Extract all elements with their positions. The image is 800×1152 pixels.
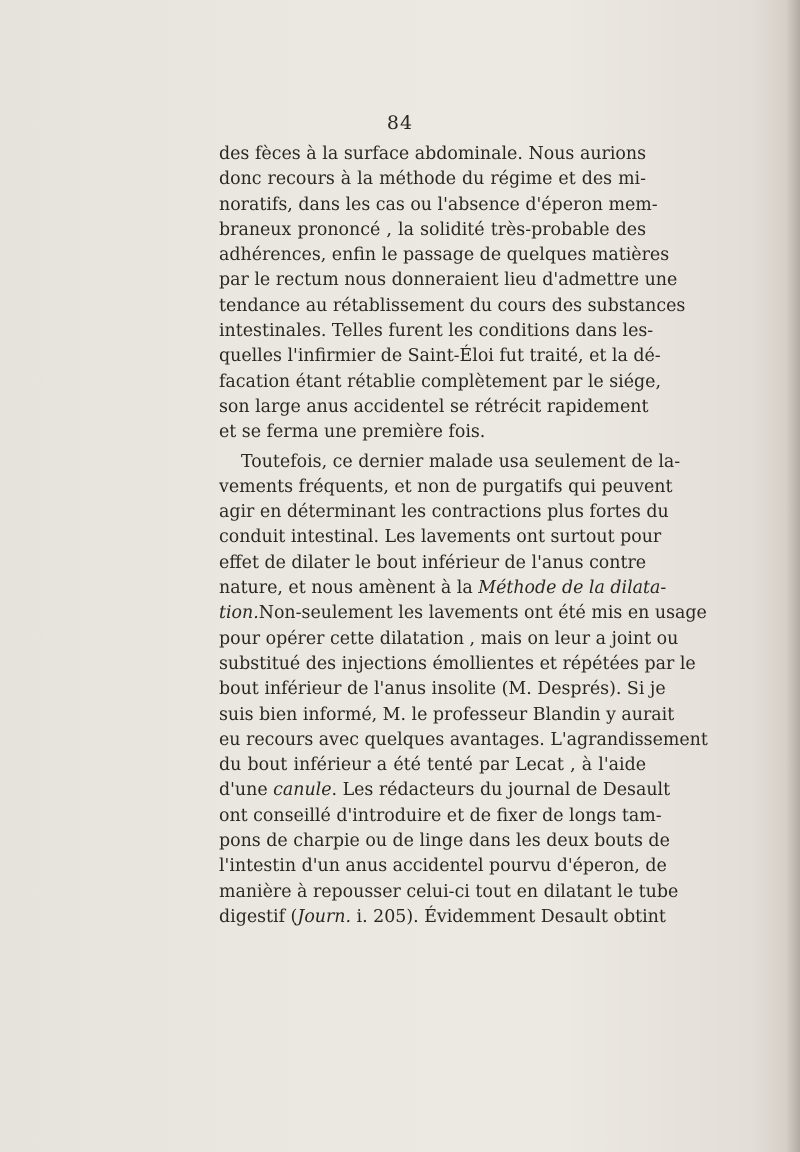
- page-number: 84: [386, 112, 414, 134]
- italic-term: tion.: [219, 603, 259, 624]
- text-line: effet de dilater le bout inférieur de l'anus contre: [219, 552, 647, 573]
- italic-term: canule: [273, 780, 332, 801]
- text-line: digestif (Journ. i. 205). Évidemment Desault obtint: [219, 906, 666, 927]
- text-line: Toutefois, ce dernier malade usa seulement de la-: [241, 451, 681, 472]
- text-line: noratifs, dans les cas ou l'absence d'éperon mem-: [219, 194, 658, 215]
- text-line: pons de charpie ou de linge dans les deux bouts de: [219, 831, 670, 852]
- text-line: conduit intestinal. Les lavements ont surtout pour: [219, 527, 662, 548]
- text-line: intestinales. Telles furent les conditions dans les-: [219, 321, 654, 342]
- text-line: ont conseillé d'introduire et de fixer de longs tam-: [219, 805, 662, 826]
- text-line: facation étant rétablie complètement par le siége,: [219, 371, 661, 392]
- text-line: manière à repousser celui-ci tout en dilatant le tube: [219, 881, 679, 902]
- text-line: nature, et nous amènent à la Méthode de la dilata-: [219, 578, 667, 599]
- text-line: pour opérer cette dilatation , mais on leur a joint ou: [219, 628, 679, 649]
- text-line: suis bien informé, M. le professeur Blandin y aurait: [219, 704, 675, 725]
- text-line: eu recours avec quelques avantages. L'agrandissement: [219, 729, 708, 750]
- text-line: quelles l'infirmier de Saint-Éloi fut traité, et la dé-: [219, 346, 661, 367]
- text-line: vements fréquents, et non de purgatifs qui peuvent: [219, 476, 673, 497]
- text-line: adhérences, enfin le passage de quelques matières: [219, 245, 670, 266]
- italic-term: Méthode de la dilata-: [478, 578, 667, 599]
- page-edge-shadow: [786, 0, 800, 1152]
- text-line: braneux prononcé , la solidité très-probable des: [219, 219, 646, 240]
- text-line: substitué des injections émollientes et répétées par le: [219, 653, 696, 674]
- text-line: agir en déterminant les contractions plus fortes du: [219, 502, 669, 523]
- text-line: par le rectum nous donneraient lieu d'admettre une: [219, 270, 678, 291]
- body-text: [219, 142, 708, 930]
- text-line: tendance au rétablissement du cours des substances: [219, 295, 686, 316]
- text-line: tion.Non-seulement les lavements ont été mis en usage: [219, 603, 707, 624]
- text-line: des fèces à la surface abdominale. Nous aurions: [219, 144, 646, 164]
- italic-term: Journ.: [297, 906, 352, 927]
- text-line: et se ferma une première fois.: [219, 422, 486, 443]
- text-line: du bout inférieur a été tenté par Lecat , à l'aide: [219, 755, 646, 776]
- text-line: d'une canule. Les rédacteurs du journal de Desault: [219, 780, 671, 801]
- text-line: son large anus accidentel se rétrécit rapidement: [219, 396, 649, 417]
- text-line: bout inférieur de l'anus insolite (M. Després). Si je: [219, 679, 666, 700]
- text-line: donc recours à la méthode du régime et des mi-: [219, 169, 646, 190]
- text-line: l'intestin d'un anus accidentel pourvu d'éperon, de: [219, 856, 667, 877]
